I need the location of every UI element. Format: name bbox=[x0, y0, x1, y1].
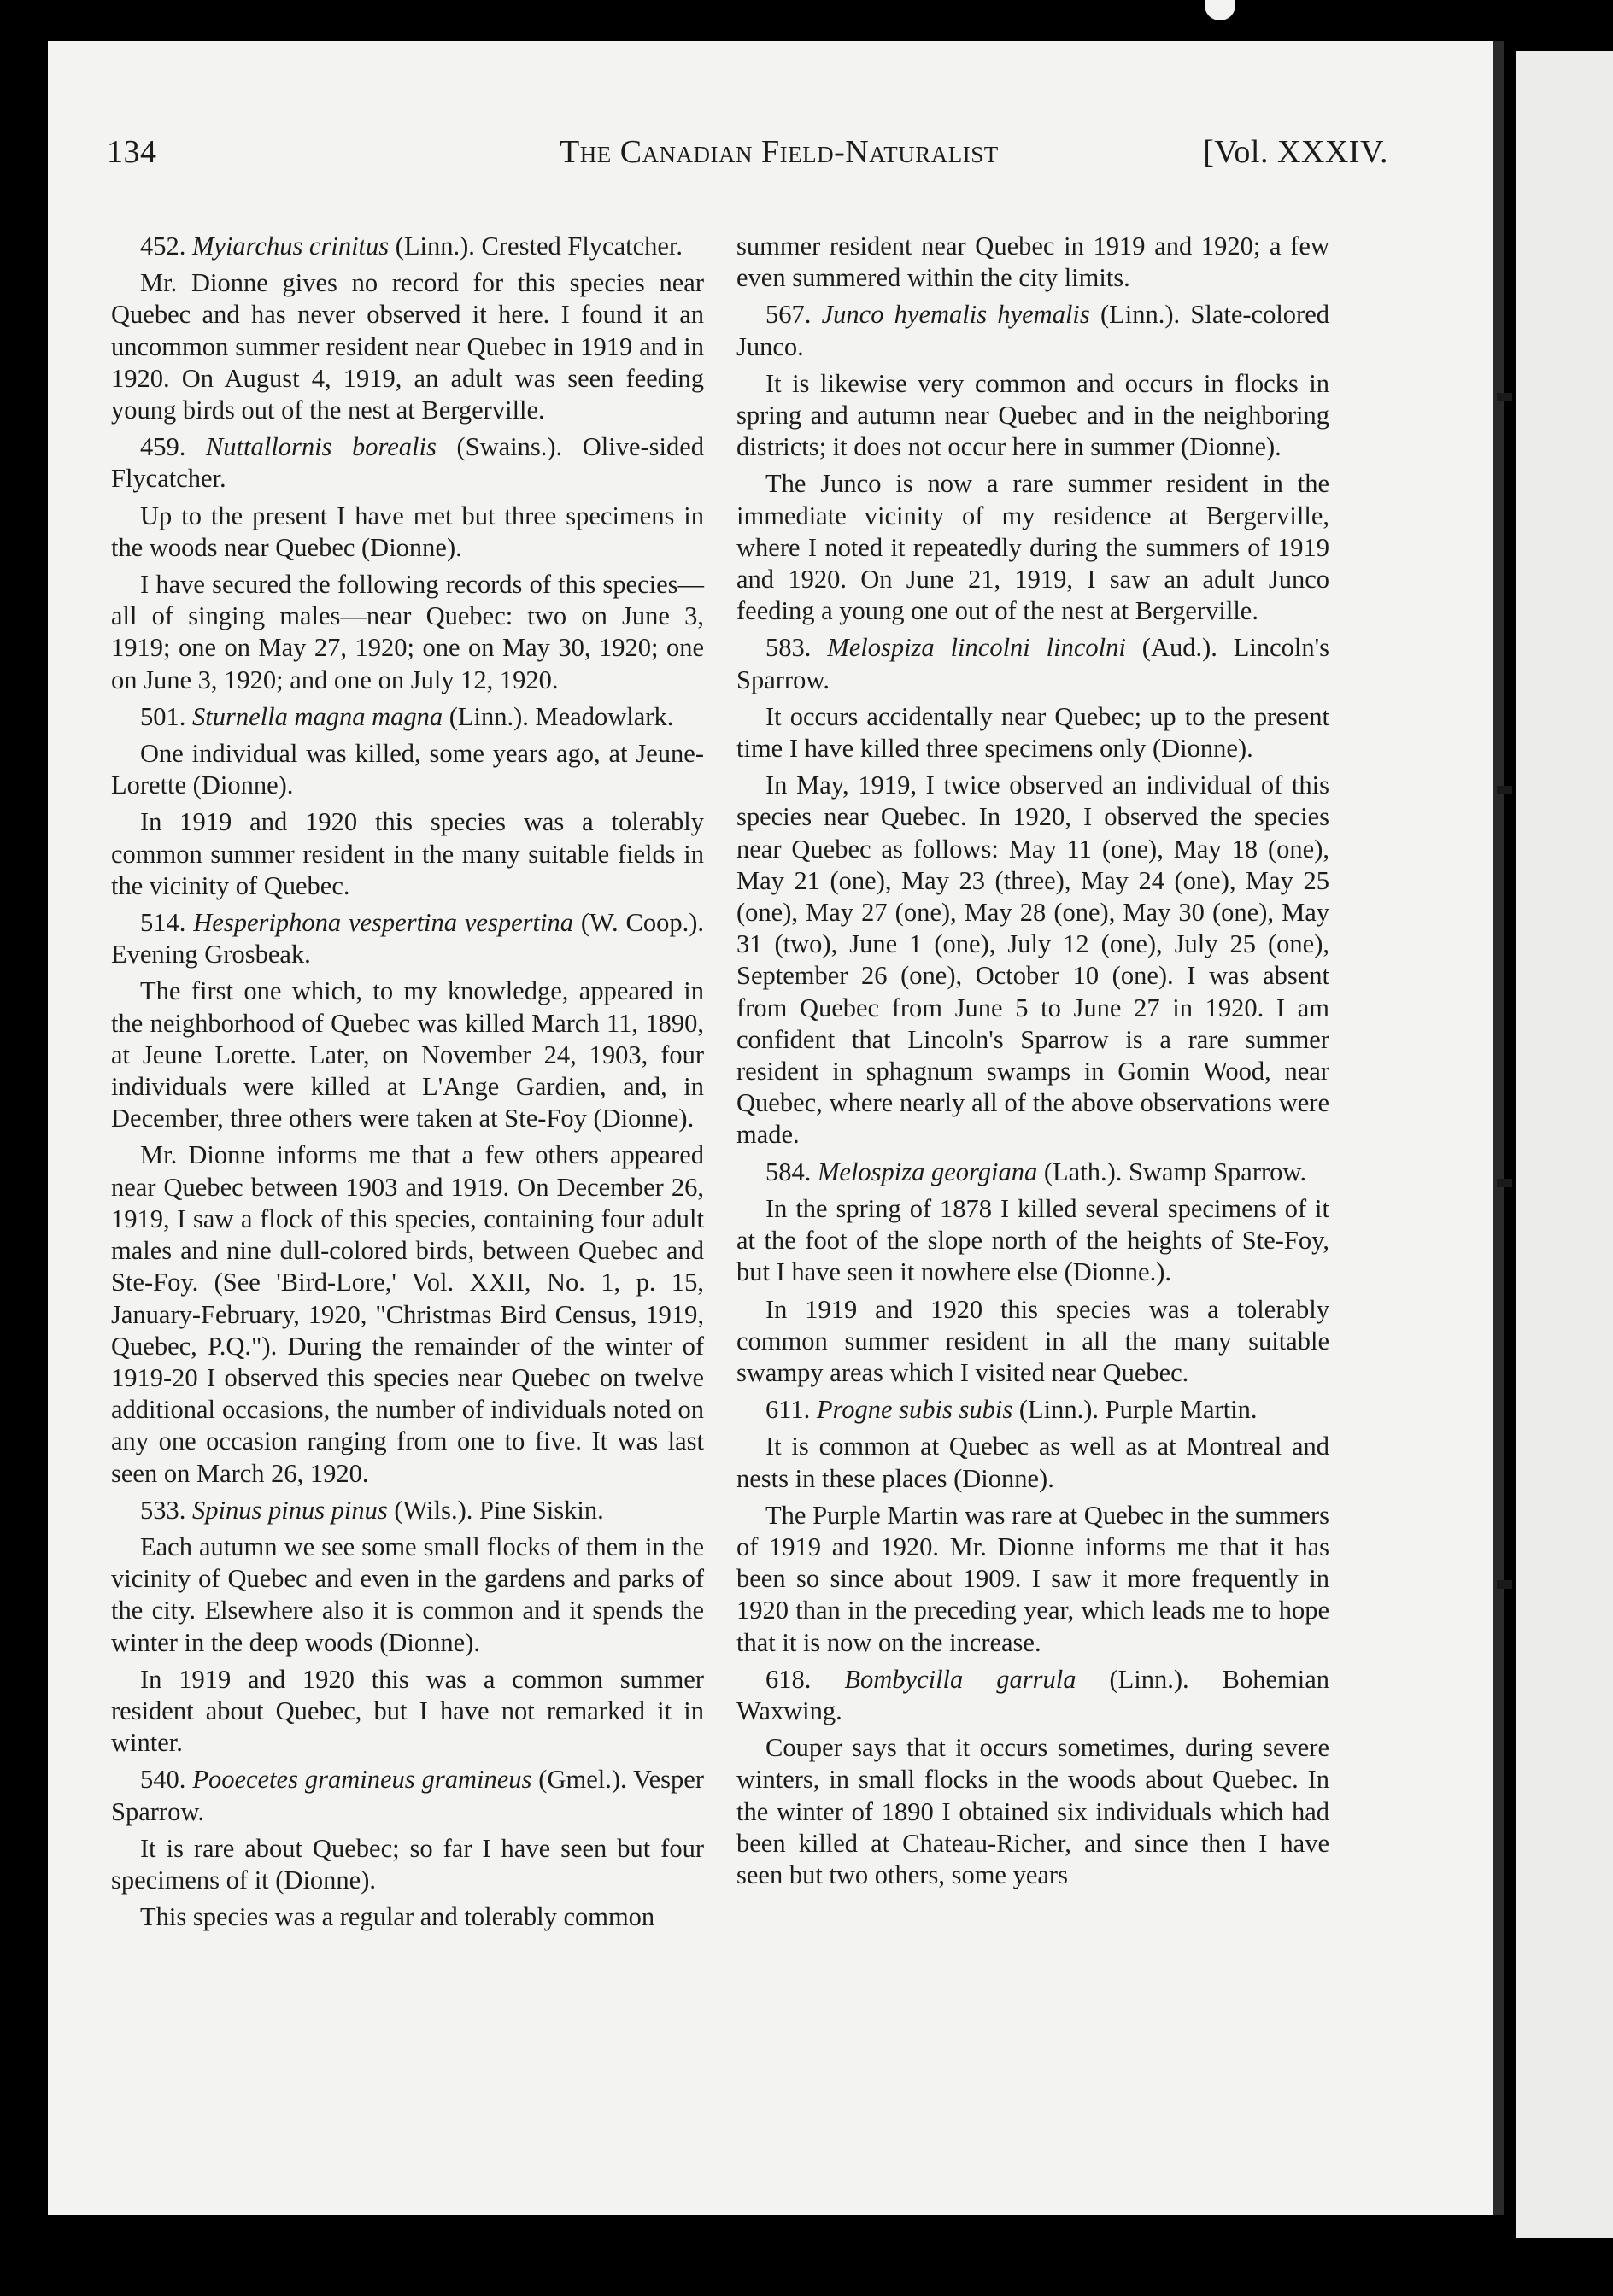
body-paragraph: summer resident near Quebec in 1919 and 1920; a few even summered within the city limits. bbox=[736, 231, 1329, 293]
margin-rule bbox=[1500, 393, 1504, 1589]
species-heading bbox=[111, 1764, 704, 1827]
body-paragraph: It occurs accidentally near Quebec; up to the present time I have killed three specimens only (Dionne). bbox=[736, 701, 1329, 764]
species-number: 583. bbox=[765, 633, 828, 663]
scientific-name: Pooecetes gramineus gramineus bbox=[192, 1765, 532, 1795]
species-number: 459. bbox=[140, 432, 206, 462]
scientific-name: Myiarchus crinitus bbox=[192, 231, 390, 261]
scientific-name: Hesperiphona vespertina vespertina bbox=[193, 908, 573, 938]
species-number: 514. bbox=[140, 908, 194, 938]
left-column bbox=[111, 231, 704, 1938]
body-paragraph: Up to the present I have met but three specimens in the woods near Quebec (Dionne). bbox=[111, 501, 704, 562]
common-name: (Linn.). Meadowlark. bbox=[443, 701, 674, 731]
species-heading bbox=[736, 1394, 1329, 1426]
common-name: (Aud.). Lincoln's Sparrow. bbox=[736, 633, 1330, 694]
running-header bbox=[107, 133, 1388, 184]
species-heading bbox=[111, 907, 704, 970]
margin-tick bbox=[1497, 786, 1512, 794]
species-heading bbox=[111, 431, 704, 495]
body-paragraph: Couper says that it occurs sometimes, during severe winters, in small flocks in the woods about Quebec. In the winter of 1890 I obtained six individuals which had been killed at Chateau-Richer, and since then I have seen but two others, some years bbox=[736, 1733, 1329, 1889]
body-paragraph: It is rare about Quebec; so far I have seen but four specimens of it (Dionne). bbox=[111, 1833, 704, 1895]
species-heading bbox=[736, 632, 1329, 695]
common-name: (Wils.). Pine Siskin. bbox=[387, 1495, 604, 1525]
species-number: 540. bbox=[140, 1765, 193, 1795]
common-name: (Linn.). Crested Flycatcher. bbox=[389, 231, 683, 261]
scientific-name: Junco hyemalis hyemalis bbox=[821, 300, 1090, 330]
body-paragraph: I have secured the following records of this species—all of singing males—near Quebec: two on June 3, 1919; one on May 27, 1920; one on May 30, 1920; one on June 3, 1920; and one on July 12, 1920. bbox=[111, 570, 704, 694]
body-paragraph: It is likewise very common and occurs in flocks in spring and autumn near Quebec and in the neighboring districts; it does not occur here in summer (Dionne). bbox=[736, 368, 1329, 462]
species-number: 501. bbox=[140, 701, 192, 731]
right-column bbox=[736, 231, 1329, 1896]
common-name: (Gmel.). Vesper Sparrow. bbox=[111, 1765, 704, 1826]
body-paragraph: Each autumn we see some small flocks of them in the vicinity of Quebec and even in the gardens and parks of the city. Elsewhere also it is common and it spends the winter in the deep woods (Dionne). bbox=[111, 1532, 704, 1657]
species-number: 618. bbox=[765, 1664, 845, 1694]
margin-tick bbox=[1497, 1179, 1512, 1187]
journal-title: The Canadian Field-Naturalist bbox=[560, 134, 999, 170]
scientific-name: Nuttallornis borealis bbox=[205, 432, 437, 462]
species-heading bbox=[736, 299, 1329, 362]
scientific-name: Bombycilla garrula bbox=[844, 1664, 1076, 1694]
species-heading bbox=[111, 1495, 704, 1526]
scientific-name: Progne subis subis bbox=[816, 1395, 1013, 1425]
species-heading bbox=[111, 231, 704, 262]
adjacent-page-edge bbox=[1516, 51, 1613, 2238]
margin-tick bbox=[1497, 1580, 1512, 1589]
common-name: (Linn.). Bohemian Waxwing. bbox=[736, 1664, 1329, 1725]
species-number: 452. bbox=[140, 231, 192, 261]
common-name: (W. Coop.). Evening Grosbeak. bbox=[111, 908, 704, 969]
body-paragraph: It is common at Quebec as well as at Montreal and nests in these places (Dionne). bbox=[736, 1432, 1329, 1493]
species-heading bbox=[736, 1664, 1329, 1727]
scientific-name: Spinus pinus pinus bbox=[192, 1495, 388, 1525]
common-name: (Linn.). Slate-colored Junco. bbox=[736, 300, 1330, 361]
body-paragraph: The first one which, to my knowledge, appeared in the neighborhood of Quebec was killed March 11, 1890, at Jeune Lorette. Later, on November 24, 1903, four individuals were killed at L'Ange Gardien, and, in December, three others were taken at Ste-Foy (Dionne). bbox=[111, 976, 704, 1133]
body-paragraph: Mr. Dionne gives no record for this species near Quebec and has never observed it here. I found it an uncommon summer resident near Quebec in 1919 and in 1920. On August 4, 1919, an adult was seen feeding young birds out of the nest at Bergerville. bbox=[111, 268, 704, 425]
body-paragraph: One individual was killed, some years ago, at Jeune-Lorette (Dionne). bbox=[111, 739, 704, 800]
body-paragraph: In 1919 and 1920 this species was a tolerably common summer resident in all the many suitable swampy areas which I visited near Quebec. bbox=[736, 1294, 1329, 1387]
body-paragraph: In 1919 and 1920 this species was a tolerably common summer resident in the many suitable fields in the vicinity of Quebec. bbox=[111, 807, 704, 900]
species-number: 584. bbox=[765, 1157, 818, 1186]
body-paragraph: In the spring of 1878 I killed several specimens of it at the foot of the slope north of the heights of Ste-Foy, but I have seen it nowhere else (Dionne.). bbox=[736, 1193, 1329, 1287]
body-paragraph: The Junco is now a rare summer resident in the immediate vicinity of my residence at Bergerville, where I noted it repeatedly during the summers of 1919 and 1920. On June 21, 1919, I saw an adult Junco feeding a young one out of the nest at Bergerville. bbox=[736, 469, 1329, 626]
scientific-name: Melospiza lincolni lincolni bbox=[827, 633, 1126, 663]
margin-tick bbox=[1497, 393, 1512, 401]
body-paragraph: In May, 1919, I twice observed an individual of this species near Quebec. In 1920, I observed the species near Quebec as follows: May 11 (one), May 18 (one), May 21 (one), May 23 (three), May 24 (one), May 25 (one), May 27 (one), May 28 (one), May 30 (one), May 31 (two), June 1 (one), July 12 (one), July 25 (one), September 26 (one), October 10 (one). I was absent from Quebec from June 5 to June 27 in 1920. I am confident that Lincoln's Sparrow is a rare summer resident in sphagnum swamps in Gomin Wood, near Quebec, where nearly all of the above observations were made. bbox=[736, 770, 1329, 1150]
volume-label: [Vol. XXXIV. bbox=[1203, 134, 1388, 170]
species-heading bbox=[736, 1157, 1329, 1188]
body-paragraph: In 1919 and 1920 this was a common summer resident about Quebec, but I have not remarked it in winter. bbox=[111, 1664, 704, 1758]
page-number: 134 bbox=[107, 134, 157, 170]
species-heading bbox=[111, 701, 704, 733]
scientific-name: Melospiza georgiana bbox=[818, 1157, 1038, 1186]
species-number: 533. bbox=[140, 1495, 192, 1525]
common-name: (Linn.). Purple Martin. bbox=[1012, 1395, 1258, 1425]
body-paragraph: Mr. Dionne informs me that a few others appeared near Quebec between 1903 and 1919. On December 26, 1919, I saw a flock of this species, containing four adult males and nine dull-colored birds, between Quebec and Ste-Foy. (See 'Bird-Lore,' Vol. XXII, No. 1, p. 15, January-February, 1920, "Christmas Bird Census, 1919, Quebec, P.Q."). During the remainder of the winter of 1919-20 I observed this species near Quebec on twelve additional occasions, the number of individuals noted on any one occasion ranging from one to five. It was last seen on March 26, 1920. bbox=[111, 1140, 704, 1488]
species-number: 567. bbox=[765, 300, 822, 330]
scientific-name: Sturnella magna magna bbox=[192, 701, 443, 731]
body-paragraph: The Purple Martin was rare at Quebec in the summers of 1919 and 1920. Mr. Dionne informs me that it has been so since about 1909. I saw it more frequently in 1920 than in the preceding year, which leads me to hope that it is now on the increase. bbox=[736, 1500, 1329, 1657]
species-number: 611. bbox=[765, 1395, 817, 1425]
common-name: (Swains.). Olive-sided Flycatcher. bbox=[111, 432, 705, 494]
scan-artifact bbox=[1205, 0, 1235, 20]
body-paragraph: This species was a regular and tolerably common bbox=[140, 1902, 655, 1932]
common-name: (Lath.). Swamp Sparrow. bbox=[1037, 1157, 1307, 1186]
